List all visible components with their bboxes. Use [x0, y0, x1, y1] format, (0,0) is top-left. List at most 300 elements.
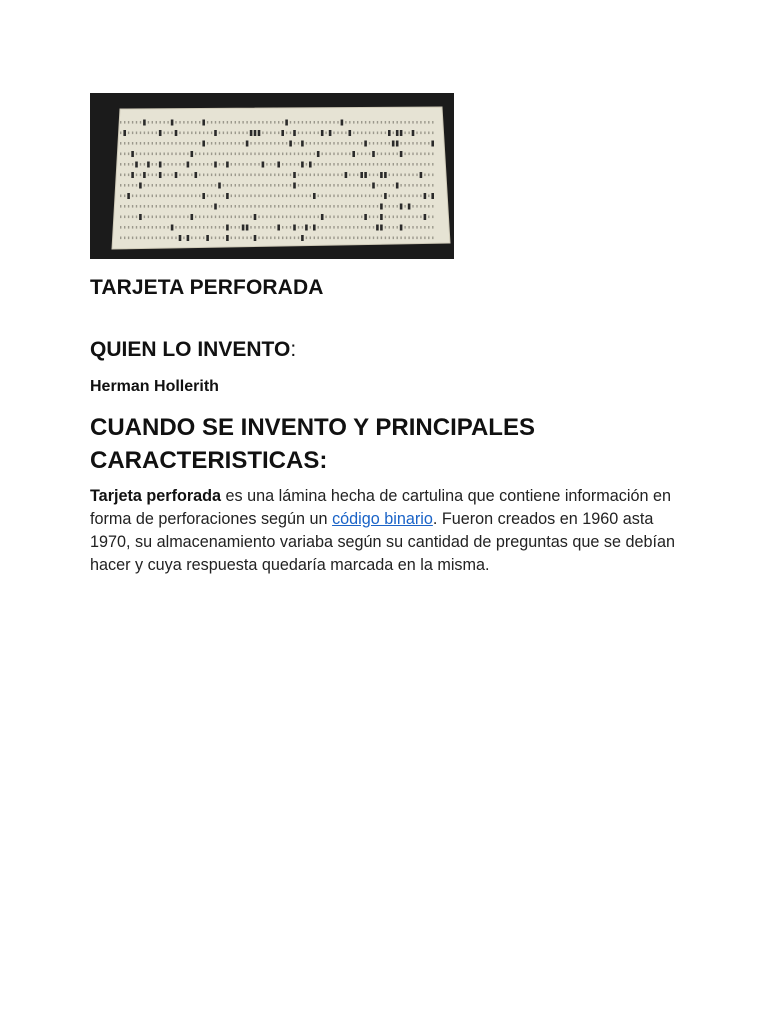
card-print-mark — [416, 153, 417, 156]
card-print-mark — [231, 226, 232, 229]
card-print-mark — [258, 195, 259, 198]
card-print-mark — [262, 121, 263, 124]
paragraph-text-1: es una lámina hecha de cartulina que contiene información en forma de perforaciones según un — [90, 487, 671, 528]
card-print-mark — [400, 121, 401, 124]
card-print-mark — [270, 237, 271, 240]
card-print-mark — [377, 195, 378, 198]
card-print-mark — [171, 174, 172, 177]
card-print-mark — [195, 121, 196, 124]
card-print-mark — [128, 121, 129, 124]
card-print-mark — [420, 237, 421, 240]
term-tarjeta-perforada: Tarjeta perforada — [90, 487, 222, 505]
card-print-mark — [404, 153, 405, 156]
card-print-mark — [132, 216, 133, 219]
card-print-mark — [428, 216, 429, 219]
card-print-mark — [270, 216, 271, 219]
card-print-mark — [175, 163, 176, 166]
card-print-mark — [424, 205, 425, 208]
card-print-mark — [349, 174, 350, 177]
card-print-mark — [124, 121, 125, 124]
card-print-mark — [298, 237, 299, 240]
card-print-mark — [428, 174, 429, 177]
card-print-mark — [322, 142, 323, 145]
card-print-mark — [325, 237, 326, 240]
card-hole — [254, 130, 257, 136]
card-print-mark — [424, 174, 425, 177]
card-hole — [384, 193, 387, 199]
card-print-mark — [278, 153, 279, 156]
card-print-mark — [286, 216, 287, 219]
card-print-mark — [377, 142, 378, 145]
card-print-mark — [314, 132, 315, 135]
card-print-mark — [274, 121, 275, 124]
card-print-mark — [132, 132, 133, 135]
card-print-mark — [187, 205, 188, 208]
card-print-mark — [132, 226, 133, 229]
card-print-mark — [420, 121, 421, 124]
card-print-mark — [254, 163, 255, 166]
card-print-mark — [223, 195, 224, 198]
card-print-mark — [223, 205, 224, 208]
card-print-mark — [310, 142, 311, 145]
card-print-mark — [128, 132, 129, 135]
card-print-mark — [250, 216, 251, 219]
card-print-mark — [152, 132, 153, 135]
card-print-mark — [306, 237, 307, 240]
card-print-mark — [132, 237, 133, 240]
card-print-mark — [274, 205, 275, 208]
card-print-mark — [239, 174, 240, 177]
card-print-mark — [187, 195, 188, 198]
card-hole — [139, 183, 142, 189]
card-print-mark — [357, 163, 358, 166]
card-hole — [396, 183, 399, 189]
card-print-mark — [357, 142, 358, 145]
card-print-mark — [298, 174, 299, 177]
card-print-mark — [266, 163, 267, 166]
card-print-mark — [250, 153, 251, 156]
card-print-mark — [349, 184, 350, 187]
card-hole — [175, 130, 178, 136]
card-print-mark — [322, 163, 323, 166]
card-print-mark — [223, 216, 224, 219]
card-print-mark — [314, 153, 315, 156]
card-print-mark — [223, 153, 224, 156]
card-print-mark — [310, 226, 311, 229]
link-codigo-binario[interactable]: código binario — [332, 510, 433, 528]
card-print-mark — [274, 174, 275, 177]
card-print-mark — [314, 184, 315, 187]
card-print-mark — [258, 153, 259, 156]
card-print-mark — [128, 205, 129, 208]
card-hole — [380, 225, 383, 231]
card-print-mark — [310, 153, 311, 156]
card-print-mark — [156, 195, 157, 198]
card-print-mark — [120, 216, 121, 219]
card-print-mark — [156, 205, 157, 208]
card-hole — [400, 151, 403, 157]
card-print-mark — [171, 142, 172, 145]
card-print-mark — [412, 153, 413, 156]
card-print-mark — [333, 195, 334, 198]
card-print-mark — [318, 205, 319, 208]
card-print-mark — [258, 121, 259, 124]
card-print-mark — [140, 163, 141, 166]
card-print-mark — [156, 184, 157, 187]
card-print-mark — [373, 226, 374, 229]
card-print-mark — [128, 226, 129, 229]
card-print-mark — [337, 132, 338, 135]
card-print-mark — [404, 132, 405, 135]
card-print-mark — [310, 132, 311, 135]
card-print-mark — [167, 195, 168, 198]
card-hole — [202, 193, 205, 199]
card-print-mark — [329, 226, 330, 229]
card-print-mark — [246, 195, 247, 198]
card-hole — [396, 130, 399, 136]
card-print-mark — [227, 205, 228, 208]
card-print-mark — [282, 153, 283, 156]
card-print-mark — [341, 216, 342, 219]
card-hole — [317, 151, 320, 157]
card-print-mark — [365, 153, 366, 156]
card-print-mark — [314, 205, 315, 208]
inventor-name: Herman Hollerith — [90, 378, 219, 395]
card-print-mark — [278, 237, 279, 240]
card-print-mark — [345, 153, 346, 156]
card-print-mark — [373, 237, 374, 240]
card-print-mark — [120, 142, 121, 145]
card-print-mark — [353, 132, 354, 135]
card-print-mark — [211, 226, 212, 229]
card-print-mark — [310, 184, 311, 187]
title-tarjeta-perforada: TARJETA PERFORADA — [90, 276, 324, 299]
card-print-mark — [207, 226, 208, 229]
card-print-mark — [325, 163, 326, 166]
card-print-mark — [120, 121, 121, 124]
card-print-mark — [416, 132, 417, 135]
card-print-mark — [373, 121, 374, 124]
card-print-mark — [254, 142, 255, 145]
card-print-mark — [385, 153, 386, 156]
card-print-mark — [381, 153, 382, 156]
card-print-mark — [164, 184, 165, 187]
card-print-mark — [211, 142, 212, 145]
card-print-mark — [211, 121, 212, 124]
card-print-mark — [389, 237, 390, 240]
card-print-mark — [278, 142, 279, 145]
card-print-mark — [353, 195, 354, 198]
card-print-mark — [412, 121, 413, 124]
card-print-mark — [227, 174, 228, 177]
card-print-mark — [160, 184, 161, 187]
card-print-mark — [199, 195, 200, 198]
card-print-mark — [322, 184, 323, 187]
card-print-mark — [160, 153, 161, 156]
card-print-mark — [140, 195, 141, 198]
card-print-mark — [369, 205, 370, 208]
card-print-mark — [397, 205, 398, 208]
card-print-mark — [152, 142, 153, 145]
card-print-mark — [175, 121, 176, 124]
card-print-mark — [286, 237, 287, 240]
card-print-mark — [377, 121, 378, 124]
card-print-mark — [329, 205, 330, 208]
card-print-mark — [258, 163, 259, 166]
card-print-mark — [211, 205, 212, 208]
card-hole — [329, 130, 332, 136]
card-print-mark — [357, 184, 358, 187]
card-print-mark — [404, 216, 405, 219]
card-print-mark — [302, 216, 303, 219]
card-print-mark — [274, 153, 275, 156]
card-print-mark — [361, 121, 362, 124]
card-print-mark — [282, 142, 283, 145]
card-print-mark — [144, 195, 145, 198]
card-print-mark — [306, 174, 307, 177]
card-print-mark — [124, 226, 125, 229]
card-print-mark — [124, 184, 125, 187]
card-print-mark — [298, 153, 299, 156]
card-print-mark — [325, 226, 326, 229]
card-print-mark — [175, 195, 176, 198]
card-print-mark — [345, 121, 346, 124]
card-hole — [341, 120, 344, 126]
card-print-mark — [318, 174, 319, 177]
card-print-mark — [270, 163, 271, 166]
card-print-mark — [341, 205, 342, 208]
card-hole — [380, 214, 383, 220]
card-print-mark — [274, 184, 275, 187]
card-print-mark — [341, 174, 342, 177]
card-print-mark — [199, 142, 200, 145]
card-print-mark — [377, 184, 378, 187]
card-print-mark — [349, 216, 350, 219]
card-print-mark — [397, 153, 398, 156]
card-print-mark — [294, 163, 295, 166]
card-print-mark — [373, 163, 374, 166]
card-print-mark — [389, 121, 390, 124]
card-print-mark — [306, 216, 307, 219]
card-print-mark — [136, 174, 137, 177]
card-print-mark — [132, 163, 133, 166]
card-print-mark — [322, 237, 323, 240]
card-print-mark — [227, 216, 228, 219]
card-print-mark — [278, 132, 279, 135]
card-print-mark — [211, 184, 212, 187]
card-print-mark — [365, 121, 366, 124]
card-print-mark — [306, 195, 307, 198]
card-print-mark — [219, 195, 220, 198]
card-hole — [131, 172, 134, 178]
card-print-mark — [302, 226, 303, 229]
card-print-mark — [385, 226, 386, 229]
card-print-mark — [333, 142, 334, 145]
card-print-mark — [164, 237, 165, 240]
card-print-mark — [412, 163, 413, 166]
card-hole — [159, 172, 162, 178]
card-print-mark — [179, 142, 180, 145]
card-print-mark — [369, 132, 370, 135]
card-print-mark — [250, 142, 251, 145]
card-print-mark — [199, 205, 200, 208]
card-hole — [388, 130, 391, 136]
card-print-mark — [164, 142, 165, 145]
card-print-mark — [416, 195, 417, 198]
card-print-mark — [152, 184, 153, 187]
card-hole — [420, 172, 423, 178]
card-print-mark — [306, 205, 307, 208]
card-print-mark — [432, 121, 433, 124]
card-print-mark — [152, 237, 153, 240]
card-print-mark — [144, 153, 145, 156]
card-print-mark — [235, 195, 236, 198]
card-print-mark — [231, 163, 232, 166]
card-print-mark — [306, 163, 307, 166]
card-print-mark — [262, 174, 263, 177]
card-print-mark — [156, 226, 157, 229]
card-print-mark — [314, 216, 315, 219]
card-print-mark — [124, 237, 125, 240]
card-print-mark — [148, 132, 149, 135]
card-print-mark — [397, 237, 398, 240]
card-print-mark — [183, 163, 184, 166]
card-print-mark — [325, 216, 326, 219]
card-print-mark — [306, 121, 307, 124]
card-print-mark — [171, 237, 172, 240]
card-print-mark — [322, 121, 323, 124]
card-print-mark — [282, 237, 283, 240]
card-print-mark — [428, 226, 429, 229]
card-print-mark — [369, 163, 370, 166]
card-print-mark — [231, 174, 232, 177]
card-print-mark — [428, 121, 429, 124]
card-print-mark — [428, 237, 429, 240]
card-print-mark — [404, 195, 405, 198]
card-print-mark — [318, 121, 319, 124]
card-print-mark — [424, 142, 425, 145]
card-print-mark — [167, 226, 168, 229]
card-print-mark — [171, 184, 172, 187]
card-print-mark — [341, 226, 342, 229]
card-print-mark — [286, 205, 287, 208]
card-print-mark — [325, 142, 326, 145]
card-print-mark — [389, 216, 390, 219]
card-print-mark — [239, 163, 240, 166]
card-print-mark — [250, 237, 251, 240]
card-print-mark — [199, 132, 200, 135]
card-print-mark — [132, 205, 133, 208]
card-print-mark — [152, 195, 153, 198]
card-print-mark — [416, 142, 417, 145]
card-print-mark — [250, 163, 251, 166]
card-print-mark — [187, 226, 188, 229]
card-print-mark — [310, 205, 311, 208]
card-print-mark — [199, 121, 200, 124]
card-print-mark — [286, 195, 287, 198]
card-print-mark — [207, 216, 208, 219]
card-print-mark — [294, 205, 295, 208]
card-print-mark — [432, 205, 433, 208]
card-print-mark — [128, 142, 129, 145]
card-print-mark — [337, 216, 338, 219]
card-print-mark — [215, 216, 216, 219]
card-print-mark — [246, 216, 247, 219]
card-print-mark — [298, 195, 299, 198]
card-print-mark — [191, 184, 192, 187]
card-print-mark — [397, 121, 398, 124]
card-print-mark — [258, 184, 259, 187]
card-print-mark — [148, 142, 149, 145]
card-hole — [258, 130, 261, 136]
card-print-mark — [286, 153, 287, 156]
card-hole — [364, 141, 367, 147]
card-hole — [349, 130, 352, 136]
card-print-mark — [156, 121, 157, 124]
card-print-mark — [282, 163, 283, 166]
card-print-mark — [408, 226, 409, 229]
card-print-mark — [144, 142, 145, 145]
card-print-mark — [381, 195, 382, 198]
card-print-mark — [365, 184, 366, 187]
card-print-mark — [416, 216, 417, 219]
card-hole — [313, 225, 316, 231]
card-hole — [214, 130, 217, 136]
card-hole — [226, 225, 229, 231]
card-print-mark — [128, 184, 129, 187]
card-print-mark — [235, 237, 236, 240]
card-print-mark — [318, 216, 319, 219]
card-print-mark — [235, 163, 236, 166]
card-print-mark — [397, 163, 398, 166]
card-print-mark — [140, 237, 141, 240]
card-print-mark — [187, 184, 188, 187]
card-print-mark — [274, 132, 275, 135]
card-print-mark — [294, 237, 295, 240]
card-hole — [408, 204, 411, 210]
card-print-mark — [266, 216, 267, 219]
card-print-mark — [215, 226, 216, 229]
card-print-mark — [329, 184, 330, 187]
card-print-mark — [428, 142, 429, 145]
card-print-mark — [262, 142, 263, 145]
card-print-mark — [314, 142, 315, 145]
card-print-mark — [278, 195, 279, 198]
card-print-mark — [120, 174, 121, 177]
card-print-mark — [140, 142, 141, 145]
card-hole — [301, 162, 304, 168]
card-print-mark — [432, 216, 433, 219]
card-print-mark — [175, 153, 176, 156]
card-print-mark — [235, 205, 236, 208]
card-print-mark — [310, 121, 311, 124]
card-print-mark — [412, 142, 413, 145]
card-print-mark — [318, 142, 319, 145]
card-print-mark — [393, 132, 394, 135]
card-hole — [202, 141, 205, 147]
card-print-mark — [373, 132, 374, 135]
card-print-mark — [385, 216, 386, 219]
card-print-mark — [282, 205, 283, 208]
card-hole — [143, 120, 146, 126]
card-print-mark — [381, 184, 382, 187]
card-print-mark — [171, 216, 172, 219]
card-print-mark — [337, 205, 338, 208]
card-print-mark — [124, 153, 125, 156]
card-print-mark — [381, 237, 382, 240]
card-print-mark — [215, 237, 216, 240]
card-print-mark — [203, 237, 204, 240]
